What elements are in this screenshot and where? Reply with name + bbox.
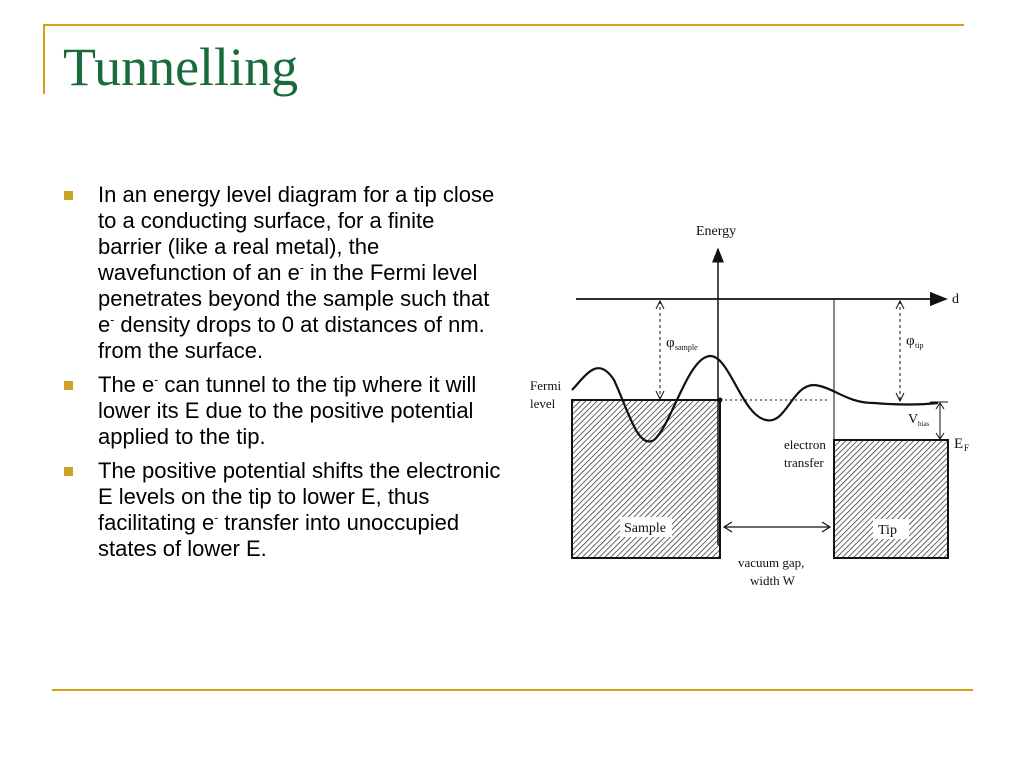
fermi-dot: [718, 398, 723, 403]
tip-label: Tip: [878, 523, 897, 538]
bullet-2-sup-a: -: [154, 372, 159, 387]
bullet-square-icon: [64, 381, 73, 390]
bullet-square-icon: [64, 191, 73, 200]
frame-top-line: [43, 24, 964, 26]
bullet-2-text-a: The e: [98, 372, 155, 397]
bullet-item-3: [62, 458, 502, 562]
fermi-label-line1: Fermi: [530, 378, 562, 393]
distance-axis-label: d: [952, 292, 959, 307]
bullet-1-text-b: in the Fermi level penetrates beyond the sample such that e: [98, 260, 490, 337]
sample-label: Sample: [624, 521, 666, 536]
bullet-1-text-a: In an energy level diagram for a tip close to a conducting surface, for a finite barrier (like a real metal), the wavefunction of an e: [98, 182, 495, 285]
ef-symbol: E: [954, 436, 964, 452]
bullet-2-text-b: can tunnel to the tip where it will lower its E due to the positive potential applied to the tip.: [98, 372, 477, 449]
bullet-3-text-a: The positive potential shifts the electronic E levels on the tip to lower E, thus facilitating e: [98, 458, 501, 535]
bullet-1-sup-a: -: [299, 260, 304, 275]
bullet-3-text-b: transfer into unoccupied states of lower E.: [98, 510, 460, 561]
phi-tip-symbol: φ: [906, 333, 915, 349]
frame-bottom-line: [52, 689, 973, 691]
v-bias-subscript: bias: [918, 420, 930, 428]
bullet-1-sup-b: -: [110, 312, 115, 327]
vacuum-gap-label-line2: width W: [750, 573, 795, 588]
ef-subscript: F: [964, 443, 970, 453]
tip-block: [834, 440, 948, 558]
bullet-1-text-c: density drops to 0 at distances of nm. from the surface.: [98, 312, 485, 363]
v-bias-symbol: V: [908, 412, 919, 427]
vacuum-gap-label-line1: vacuum gap,: [738, 555, 805, 570]
phi-sample-symbol: φ: [666, 335, 675, 351]
bullet-item-2: [62, 372, 502, 450]
bullet-item-1: [62, 182, 502, 364]
bullet-square-icon: [64, 467, 73, 476]
phi-sample-subscript: sample: [675, 343, 698, 352]
slide-title: Tunnelling: [63, 37, 299, 97]
phi-tip-subscript: tip: [915, 341, 924, 350]
frame-left-line: [43, 24, 45, 94]
electron-transfer-line1: electron: [784, 437, 826, 452]
energy-axis-label: Energy: [696, 224, 737, 239]
bullet-3-sup-a: -: [214, 510, 219, 525]
fermi-label-line2: level: [530, 396, 556, 411]
tunnelling-energy-diagram: [528, 215, 978, 595]
bullet-list: [62, 182, 502, 570]
electron-transfer-line2: transfer: [784, 455, 824, 470]
